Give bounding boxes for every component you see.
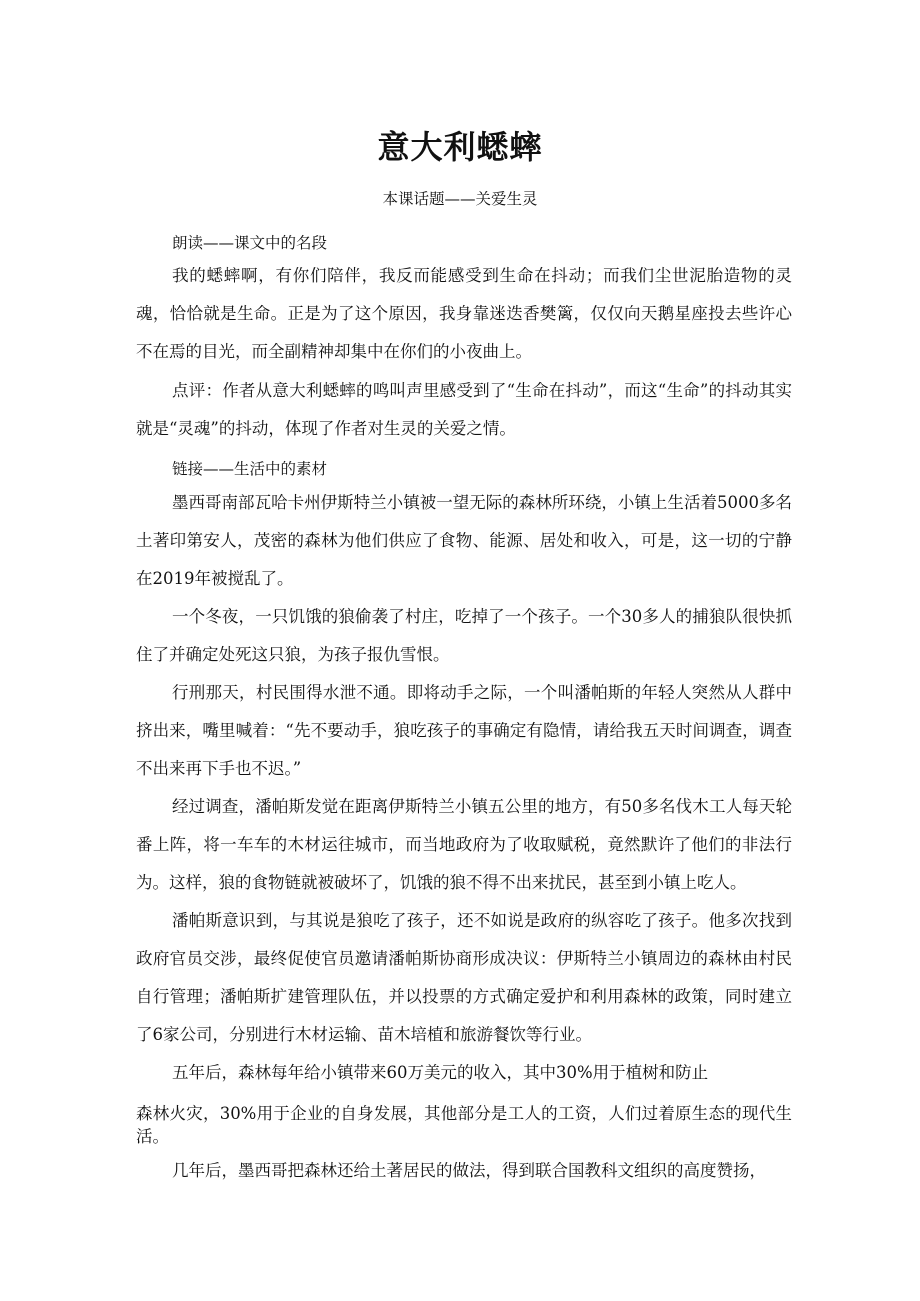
paragraph-story-3: 行刑那天，村民围得水泄不通。即将动手之际，一个叫潘帕斯的年轻人突然从人群中挤出来，嘴里喊着：“先不要动手，狼吃孩子的事确定有隐情，请给我五天时间调查，调查不出来再下手也不迟。” (136, 683, 792, 778)
paragraph-story-6-line2: 森林火灾，30%用于企业的自身发展，其他部分是工人的工资，人们过着原生态的现代生活。 (136, 1104, 792, 1146)
paragraph-story-2: 一个冬夜，一只饥饿的狼偷袭了村庄，吃掉了一个孩子。一个30多人的捕狼队很快抓住了并确定处死这只狼，为孩子报仇雪恨。 (136, 607, 792, 664)
page-subtitle: 本课话题——关爱生灵 (382, 190, 538, 208)
paragraph-story-7: 几年后，墨西哥把森林还给土著居民的做法，得到联合国教科文组织的高度赞扬， (172, 1161, 766, 1180)
page-title: 意大利蟋蟀 (377, 128, 543, 166)
paragraph-commentary: 点评：作者从意大利蟋蟀的鸣叫声里感受到了“生命在抖动”，而这“生命”的抖动其实就是“灵魂”的抖动，体现了作者对生灵的关爱之情。 (136, 381, 792, 438)
paragraph-story-5: 潘帕斯意识到，与其说是狼吃了孩子，还不如说是政府的纵容吃了孩子。他多次找到政府官员交涉，最终促使官员邀请潘帕斯协商形成决议：伊斯特兰小镇周边的森林由村民自行管理；潘帕斯扩建管理队伍，并以投票的方式确定爱护和利用森林的政策，同时建立了6家公司，分别进行木材运输、苗木培植和旅游餐饮等行业。 (136, 911, 792, 1044)
section-heading-link: 链接——生活中的素材 (172, 460, 328, 478)
paragraph-story-4: 经过调查，潘帕斯发觉在距离伊斯特兰小镇五公里的地方，有50多名伐木工人每天轮番上阵，将一车车的木材运往城市，而当地政府为了收取赋税，竟然默许了他们的非法行为。这样，狼的食物链就被破坏了，饥饿的狼不得不出来扰民，甚至到小镇上吃人。 (136, 797, 792, 892)
paragraph-excerpt: 我的蟋蟀啊，有你们陪伴，我反而能感受到生命在抖动；而我们尘世泥胎造物的灵魂，恰恰就是生命。正是为了这个原因，我身靠迷迭香樊篱，仅仅向天鹅星座投去些许心不在焉的目光，而全副精神却集中在你们的小夜曲上。 (136, 266, 792, 361)
section-heading-reading: 朗读——课文中的名段 (172, 234, 328, 252)
paragraph-story-1: 墨西哥南部瓦哈卡州伊斯特兰小镇被一望无际的森林所环绕，小镇上生活着5000多名土著印第安人，茂密的森林为他们供应了食物、能源、居处和收入，可是，这一切的宁静在2019年被搅乱了。 (136, 493, 792, 588)
paragraph-story-6-line1: 五年后，森林每年给小镇带来60万美元的收入，其中30%用于植树和防止 (172, 1063, 709, 1082)
